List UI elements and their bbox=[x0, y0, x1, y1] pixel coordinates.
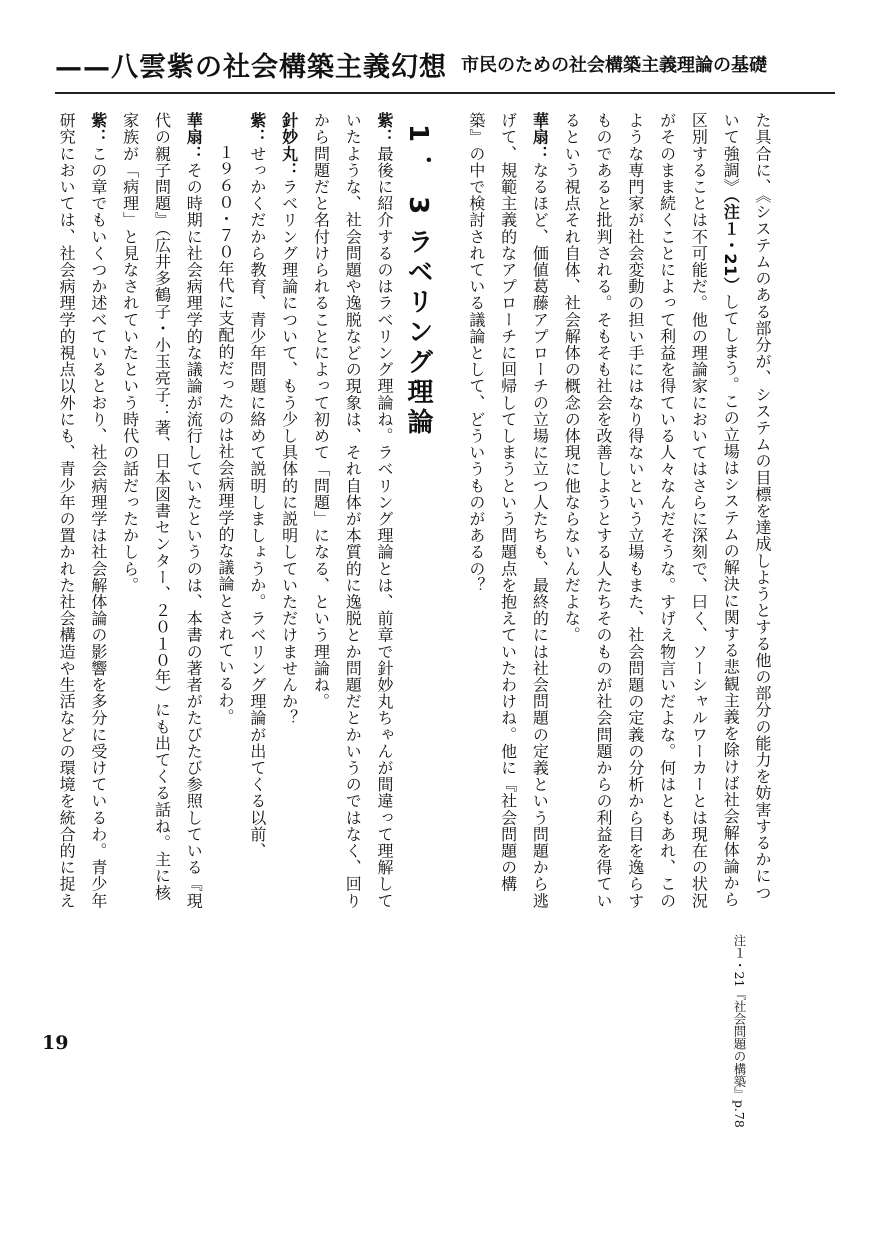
side-note: 注１・21『社会問題の構築』p.78 bbox=[732, 934, 747, 1128]
dialogue-text: この章でもいくつか述べているとおり、社会病理学は社会解体論の影響を多分に受けているわ。青少年研究においては、社会病理学的視点以外にも、青少年の置かれた社会構造や生活などの環境を統合的に捉え bbox=[57, 112, 108, 909]
speaker-label: 紫： bbox=[88, 112, 108, 146]
page-number: 19 bbox=[42, 1032, 69, 1054]
body-text bbox=[57, 112, 778, 912]
section-number: 1．3 bbox=[403, 124, 434, 229]
speaker-label: 紫： bbox=[375, 112, 395, 146]
dialogue-text: ラベリング理論について、もう少し具体的に説明していただけませんか？ bbox=[279, 178, 299, 727]
paragraph-text: してしまう。この立場はシステムの解決に関する悲観主義を除けば社会解体論から区別することは不可能だ。他の理論家においてはさらに深刻で、曰く、ソーシャルワーカーとは現在の状況がそのまま続くことによって利益を得ている人々なんだそうな。すげえ物言いだよな。何はともあれ、このような専門家が社会変動の担い手にはなり得ないという立場もまた、社会問題の定義の分析から目を逸らすものであると批判される。そもそも社会を改善しようとする人たちそのものが社会問題からの利益を得ているという視点それ自体、社会解体の概念の体現に他ならないんだよな。 bbox=[562, 112, 741, 909]
note-reference: （注１・21） bbox=[721, 195, 741, 294]
speaker-label: 華扇： bbox=[530, 112, 550, 162]
dialogue-line bbox=[305, 112, 400, 912]
dialogue-line bbox=[460, 112, 555, 912]
dialogue-text: せっかくだから教育、青少年問題に絡めて説明しましょうか。ラベリング理論が出てくる以前、 bbox=[247, 145, 267, 860]
dialogue-line bbox=[114, 112, 209, 912]
book-title: ——八雲紫の社会構築主義幻想 bbox=[55, 51, 447, 83]
dialogue-continued bbox=[209, 112, 241, 912]
paragraph-continued bbox=[555, 112, 778, 912]
dialogue-text: なるほど、価値葛藤アプローチの立場に立つ人たちも、最終的には社会問題の定義という問題から逃げて、規範主義的なアプローチに回帰してしまうという問題点を抱えていたわけね。他に『社会問題の構築』の中で検討されている議論として、どういうものがあるの？ bbox=[466, 112, 550, 909]
dialogue-line bbox=[241, 112, 273, 912]
speaker-label: 紫： bbox=[247, 112, 267, 146]
dialogue-line bbox=[273, 112, 305, 912]
speaker-label: 華扇： bbox=[184, 112, 204, 162]
dialogue-text: 最後に紹介するのはラベリング理論ね。ラベリング理論とは、前章で針妙丸ちゃんが間違って理解していたような、社会問題や逸脱などの現象は、それ自体が本質的に逸脱とか問題だとかいうのではなく、回りから問題だと名付けられることによって初めて「問題」になる、という理論ね。 bbox=[311, 112, 395, 909]
section-heading bbox=[400, 124, 460, 898]
book-subtitle: 市民のための社会構築主義理論の基礎 bbox=[461, 55, 767, 76]
paragraph-text: た具合に、《システムのある部分が、システムの目標を達成しようとする他の部分の能力を妨害するかについて強調》 bbox=[721, 112, 772, 901]
running-header bbox=[55, 36, 835, 94]
dialogue-text: その時期に社会病理学的な議論が流行していたというのは、本書の著者がたびたび参照している『現代の親子問題』（広井多鶴子・小玉亮子：著、日本図書センター、２０１０年）にも出てくる話ね。主に核家族が「病理」と見なされていたという時代の話だったかしら。 bbox=[120, 112, 204, 909]
dialogue-line bbox=[50, 112, 114, 912]
dialogue-text: １９６０・７０年代に支配的だったのは社会病理学的な議論とされているわ。 bbox=[216, 144, 236, 725]
speaker-label: 針妙丸： bbox=[279, 112, 299, 179]
section-title: ラベリング理論 bbox=[403, 228, 434, 439]
